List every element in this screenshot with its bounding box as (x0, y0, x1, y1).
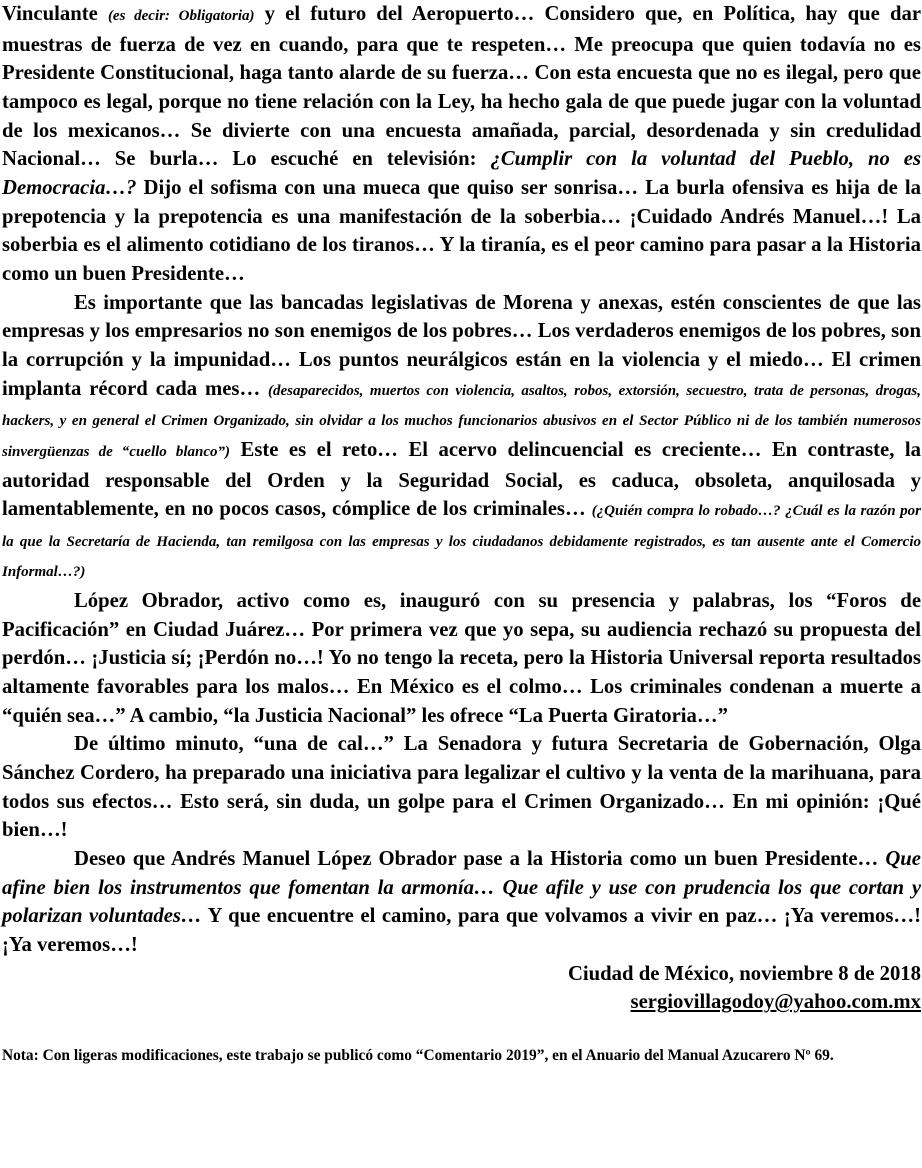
place-date: Ciudad de México, noviembre 8 de 2018 (567, 962, 921, 985)
p5-text-a: Deseo que Andrés Manuel López Obrador pase a la Historia como un buen Presidente… (74, 848, 886, 871)
p5-text-c: Y que encuentre el camino, para que volvamos a vivir en paz… ¡Ya veremos…! ¡Ya veremos…! (2, 905, 921, 956)
p2-text-c: Este es el reto… El acervo delincuencial es creciente… En contraste, la autoridad responsable del Orden y la Seguridad Social, es caduca, obsoleta, anquilosada y lamentablemente, en no pocos casos, cómplice de los criminales… (2, 438, 921, 521)
p2-text-a: Es importante que las bancadas legislativas de Morena y anexas, estén conscientes de que las empresas y los empresarios no son enemigos de los pobres… Los verdaderos enemigos de los pobres, son la corrupción y la impunidad… Los puntos neurálgicos están en la violencia y el miedo… El crimen implanta récord cada mes… (2, 291, 921, 400)
paragraph-3: López Obrador, activo como es, inauguró con su presencia y palabras, los “Foros de Pacificación” en Ciudad Juárez… Por primera vez que yo sepa, su audiencia rechazó su propuesta del perdón… ¡Justicia sí; ¡Perdón no…! Yo no tengo la receta, pero la Historia Universal reporta resultados altamente favorables para los malos… En México es el colmo… Los criminales condenan a muerte a “quién sea…” A cambio, “la Justicia Nacional” les ofrece “La Puerta Giratoria…” (2, 590, 921, 727)
p2-aside-2: (¿Quién compra lo robado…? ¿Cuál es la razón por la que la Secretaría de Hacienda, tan remilgosa con las empresas y los ciudadanos debidamente registrados, es tan ausente ante el Comercio Informal…?) (2, 503, 921, 581)
p1-aside: (es decir: Obligatoria) (107, 8, 255, 24)
p1-text-c: y el futuro del Aeropuerto… Considero que, en Política, hay que dar muestras de fuerza de vez en cuando, para que te respeten… Me preocupa que quien todavía no es Presidente Constitucional, haga tanto alarde de su fuerza… Con esta encuesta que no es ilegal, pero que tampoco es legal, porque no tiene relación con la Ley, ha hecho gala de que puede jugar con la voluntad de los mexicanos… Se divierte con una encuesta amañada, parcial, desordenada y sin credulidad Nacional… Se burla… Lo escuché en televisión: (2, 3, 922, 171)
paragraph-5 (2, 845, 921, 960)
p5-italic: Que afine bien los instrumentos que fomentan la armonía… Que afile y use con prudencia los que cortan y polarizan voluntades… (2, 848, 921, 928)
paragraph-2 (2, 289, 921, 588)
footnote: Nota: Con ligeras modificaciones, este trabajo se publicó como “Comentario 2019”, en el Anuario del Manual Azucarero Nº 69. (2, 1046, 834, 1064)
email-line (2, 988, 921, 1017)
p1-quote: ¿Cumplir con la voluntad del Pueblo, no es Democracia…? (2, 148, 921, 199)
p1-text-a: Vinculante (2, 3, 108, 25)
paragraph-4: De último minuto, “una de cal…” La Senadora y futura Secretaria de Gobernación, Olga Sánchez Cordero, ha preparado una iniciativa para legalizar el cultivo y la venta de la marihuana, para todos sus efectos… Esto será, sin duda, un golpe para el Crimen Organizado… En mi opinión: ¡Qué bien…! (2, 733, 921, 842)
paragraph-1 (2, 0, 921, 289)
p2-aside-1: (desaparecidos, muertos con violencia, asaltos, robos, extorsión, secuestro, trata de personas, drogas, hackers, y en general el Crimen Organizado, sin olvidar a los muchos funcionarios abusivos en el Sector Público ni de los también numerosos sinvergüenzas de “cuello blanco”) (2, 382, 921, 460)
p1-text-e: Dijo el sofisma con una mueca que quiso ser sonrisa… La burla ofensiva es hija de la prepotencia y la prepotencia es una manifestación de la soberbia… ¡Cuidado Andrés Manuel…! La soberbia es el alimento cotidiano de los tiranos… Y la tiranía, es el peor camino para pasar a la Historia como un buen Presidente… (2, 176, 921, 285)
email-link[interactable]: sergiovillagodoy@yahoo.com.mx (630, 991, 921, 1014)
